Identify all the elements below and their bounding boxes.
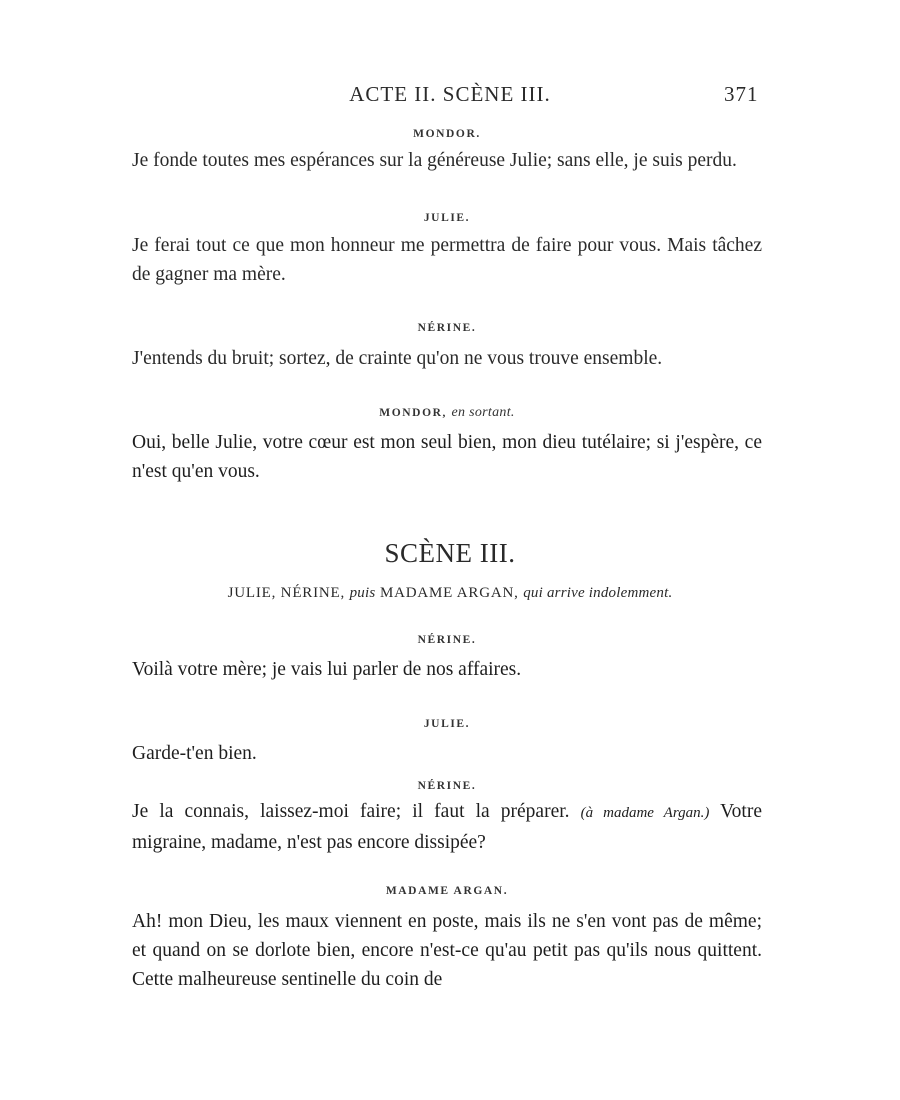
running-title: ACTE II. SCÈNE III. bbox=[349, 82, 551, 106]
characters-part-1: JULIE, NÉRINE, bbox=[227, 585, 350, 601]
speech-nerine-3 bbox=[132, 797, 762, 857]
speech-part-a: Je la connais, laissez-moi faire; il faut la préparer. bbox=[132, 801, 581, 822]
speaker-mondor: MONDOR. bbox=[413, 128, 481, 140]
scene-title: SCÈNE III. bbox=[384, 538, 516, 568]
speech-julie-2: Garde-t'en bien. bbox=[132, 743, 257, 764]
speech-mondor-exit: Oui, belle Julie, votre cœur est mon seul bien, mon dieu tutélaire; si j'espère, ce n'est qu'en vous. bbox=[132, 432, 762, 482]
stage-direction: en sortant. bbox=[451, 405, 515, 420]
speech-julie: Je ferai tout ce que mon honneur me permettra de faire pour vous. Mais tâchez de gagner ma mère. bbox=[132, 235, 762, 285]
characters-part-2: MADAME ARGAN, bbox=[375, 585, 524, 601]
running-head bbox=[0, 82, 900, 112]
speaker-mondor-exit bbox=[132, 405, 762, 421]
speech-part-b: Votre migraine, madame, n'est pas encore dissipée? bbox=[132, 801, 762, 853]
speech-nerine-2: Voilà votre mère; je vais lui parler de nos affaires. bbox=[132, 659, 522, 680]
stage-direction-inline: (à madame Argan.) bbox=[580, 805, 710, 821]
speaker-name: MONDOR, bbox=[379, 407, 448, 419]
dramatis-personae bbox=[0, 585, 900, 602]
speech-madame-argan: Ah! mon Dieu, les maux viennent en poste, mais ils ne s'en vont pas de même; et quand on se dorlote bien, encore n'est-ce qu'au petit pas qu'ils nous quittent. Cette malheureuse sentinelle du coin de bbox=[132, 911, 762, 990]
speaker-julie: JULIE. bbox=[423, 212, 471, 224]
speaker-nerine-3: NÉRINE. bbox=[417, 780, 477, 792]
speaker-julie-2: JULIE. bbox=[423, 718, 471, 730]
characters-puis: puis bbox=[349, 585, 376, 601]
speaker-nerine: NÉRINE. bbox=[417, 322, 477, 334]
speech-nerine: J'entends du bruit; sortez, de crainte qu'on ne vous trouve ensemble. bbox=[132, 348, 663, 369]
speaker-madame-argan: MADAME ARGAN. bbox=[385, 885, 509, 897]
speaker-nerine-2: NÉRINE. bbox=[417, 634, 477, 646]
page-number: 371 bbox=[724, 82, 759, 106]
characters-direction: qui arrive indolemment. bbox=[523, 585, 673, 601]
speech-mondor: Je fonde toutes mes espérances sur la généreuse Julie; sans elle, je suis perdu. bbox=[132, 150, 737, 171]
